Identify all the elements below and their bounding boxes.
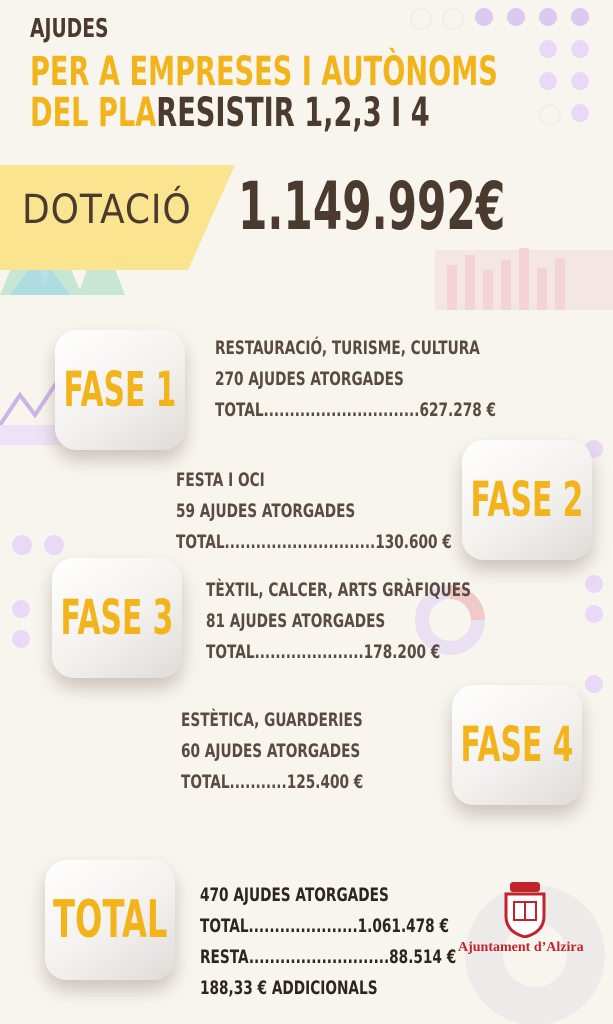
title-empreses: PER A EMPRESES I AUTÒNOMS [30, 49, 498, 95]
total-count: 470 AJUDES ATORGADES [200, 884, 389, 906]
total-amount: TOTAL.....................1.061.478 € [200, 915, 449, 937]
fase-1-total: TOTAL..............................627.278 € [215, 399, 497, 421]
fase-3-count: 81 AJUDES ATORGADES [206, 610, 386, 632]
fase-2-title: FASE 2 [470, 472, 584, 528]
fase-1-sector: RESTAURACIÓ, TURISME, CULTURA [215, 337, 480, 359]
title-pla-prefix: DEL PLA [30, 90, 157, 136]
total-rest: RESTA...........................88.514 € [200, 946, 457, 968]
fase-4-info [181, 705, 434, 798]
title-pla-suffix: RESISTIR 1,2,3 I 4 [156, 90, 430, 136]
dotacio-label: DOTACIÓ [22, 187, 192, 233]
fase-1-info [215, 333, 605, 426]
fase-2-sector: FESTA I OCI [176, 469, 265, 491]
total-card [45, 860, 175, 980]
fase-3-info [206, 575, 574, 668]
fase-3-total: TOTAL.....................178.200 € [206, 641, 441, 663]
fase-4-card [452, 685, 582, 805]
fase-3-sector: TÈXTIL, CALCER, ARTS GRÀFIQUES [206, 579, 471, 601]
title-pla-resistir [30, 90, 430, 136]
fase-3-title: FASE 3 [60, 590, 174, 646]
fase-2-count: 59 AJUDES ATORGADES [176, 500, 356, 522]
fase-1-title: FASE 1 [63, 362, 177, 418]
fase-4-count: 60 AJUDES ATORGADES [181, 740, 361, 762]
fase-2-total: TOTAL.............................130.600 € [176, 531, 452, 553]
total-extra: 188,33 € ADDICIONALS [200, 977, 378, 999]
fase-1-count: 270 AJUDES ATORGADES [215, 368, 404, 390]
fase-2-info [176, 465, 559, 558]
fase-4-title: FASE 4 [460, 717, 574, 773]
ajuntament-logo-text: Ajuntament d’Alzira [458, 940, 584, 955]
fase-4-total: TOTAL...........125.400 € [181, 771, 364, 793]
ajuntament-crest-icon [500, 882, 550, 938]
fase-1-card [55, 330, 185, 450]
title-ajudes: AJUDES [30, 14, 109, 44]
total-title: TOTAL [52, 890, 168, 950]
fase-3-card [52, 558, 182, 678]
fase-4-sector: ESTÈTICA, GUARDERIES [181, 709, 363, 731]
dotacio-amount: 1.149.992€ [238, 168, 506, 245]
